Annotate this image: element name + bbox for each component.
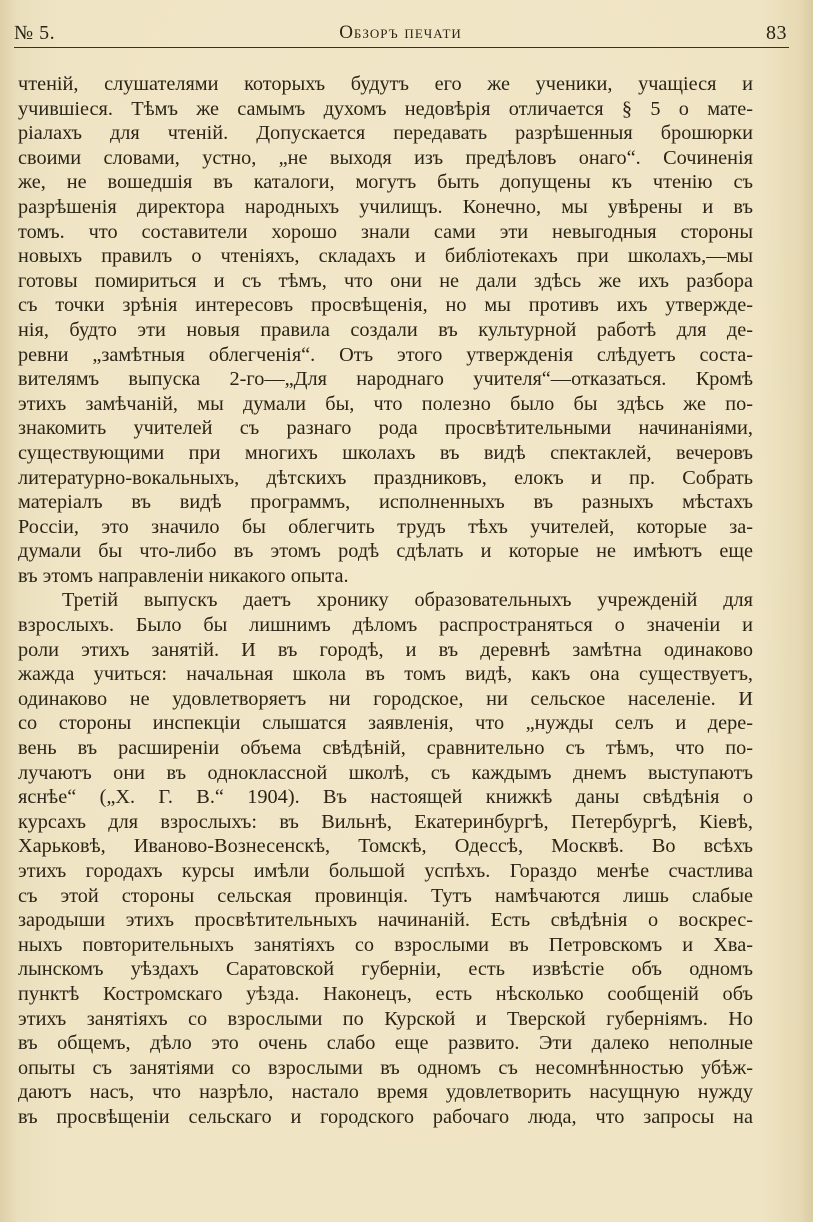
text-line: разрѣшенія директора народныхъ училищъ. Конечно, мы увѣрены и въ [18,195,753,218]
text-line: одинаково не удовлетворяетъ ни городское, ни сельское населеніе. И [18,687,753,710]
header-rule [14,47,789,48]
text-line: этихъ замѣчаній, мы думали бы, что полезно было бы здѣсь же по- [18,392,753,415]
text-line: взрослыхъ. Было бы лишнимъ дѣломъ распространяться о значеніи и [18,614,753,637]
text-line: ріалахъ для чтеній. Допускается передавать разрѣшенныя брошюрки [18,122,753,145]
page-header [14,18,787,48]
text-line: роли этихъ занятій. И въ городѣ, и въ деревнѣ замѣтна одинаково [18,638,753,661]
text-line: пунктѣ Костромскаго уѣзда. Наконецъ, есть нѣсколько сообщеній объ [18,982,753,1005]
text-line: новыхъ правилъ о чтеніяхъ, складахъ и библіотекахъ при школахъ,—мы [18,245,753,268]
text-line: знакомить учителей съ разнаго рода просвѣтительными начинаніями, [18,417,753,440]
text-line: нія, будто эти новыя правила создали въ культурной работѣ для де- [18,318,753,341]
text-line: матеріалъ въ видѣ программъ, исполненныхъ въ разныхъ мѣстахъ [18,491,753,514]
text-line: чтеній, слушателями которыхъ будутъ его же ученики, учащіеся и [18,73,753,95]
text-line: этихъ занятіяхъ со взрослыми по Курской и Тверской губерніямъ. Но [18,1007,753,1030]
text-line: ревни „замѣтныя облегченія“. Отъ этого утвержденія слѣдуетъ соста- [18,343,753,366]
text-line: въ просвѣщеніи сельскаго и городского рабочаго люда, что запросы на [18,1105,753,1128]
text-line: лынскомъ уѣздахъ Саратовской губерніи, есть извѣстіе объ одномъ [18,958,753,981]
paragraph-end-line: въ этомъ направленіи никакого опыта. [18,564,349,587]
text-line: съ этой стороны сельская провинція. Тутъ намѣчаются лишь слабые [18,884,753,907]
text-line: Харьковѣ, Иваново-Вознесенскѣ, Томскѣ, Одессѣ, Москвѣ. Во всѣхъ [18,835,753,858]
text-line: со стороны инспекціи слышатся заявленія, что „нужды селъ и дере- [18,712,753,735]
text-line: думали бы что-либо въ этомъ родѣ сдѣлать и которые не имѣютъ еще [18,540,753,563]
text-line: готовы помириться и съ тѣмъ, что они не дали здѣсь же ихъ разбора [18,269,753,292]
text-line: лучаютъ они въ одноклассной школѣ, съ каждымъ днемъ выступаютъ [18,761,753,784]
text-line: жажда учиться: начальная школа въ томъ видѣ, какъ она существуетъ, [18,663,753,686]
text-line: вителямъ выпуска 2-го—„Для народнаго учителя“—отказаться. Кромѣ [18,368,753,391]
text-line: существующими при многихъ школахъ въ видѣ спектаклей, вечеровъ [18,441,753,464]
text-line: Россіи, это значило бы облегчить трудъ тѣхъ учителей, которые за- [18,515,753,538]
text-line: томъ. что составители хорошо знали сами эти невыгодныя стороны [18,220,753,243]
text-line: съ точки зрѣнія интересовъ просвѣщенія, но мы противъ ихъ утвержде- [18,294,753,317]
text-line: въ общемъ, дѣло это очень слабо еще развито. Эти далеко неполные [18,1032,753,1055]
text-line: этихъ городахъ курсы имѣли большой успѣхъ. Гораздо менѣе счастлива [18,860,753,882]
text-line: учившіеся. Тѣмъ же самымъ духомъ недовѣрія отличается § 5 о мате- [18,97,753,120]
text-line: опыты съ занятіями со взрослыми въ одномъ съ несомнѣнностью убѣж- [18,1056,753,1079]
text-line: яснѣе“ („Х. Г. В.“ 1904). Въ настоящей книжкѣ даны свѣдѣнія о [18,786,753,809]
running-title: Обзоръ печати [339,22,462,43]
paragraph-start-line: Третій выпускъ даетъ хронику образовательныхъ учрежденій для [62,589,753,612]
text-line: курсахъ для взрослыхъ: въ Вильнѣ, Екатеринбургѣ, Петербургѣ, Кіевѣ, [18,810,753,833]
text-line: вень въ расширеніи объема свѣдѣній, сравнительно съ тѣмъ, что по- [18,737,753,760]
text-line: же, не вошедшія въ каталоги, могутъ быть допущены къ чтенію съ [18,171,753,194]
text-line: своими словами, устно, „не выходя изъ предѣловъ онаго“. Сочиненія [18,146,753,169]
text-line: литературно-вокальныхъ, дѣтскихъ праздниковъ, елокъ и пр. Собрать [18,466,753,489]
article-body [18,72,753,1130]
issue-number: № 5. [14,22,56,44]
text-line: ныхъ повторительныхъ занятіяхъ со взрослыми въ Петровскомъ и Хва- [18,933,753,956]
text-line: зародыши этихъ просвѣтительныхъ начинаній. Есть свѣдѣнія о воскрес- [18,909,753,932]
text-line: даютъ насъ, что назрѣло, настало время удовлетворить насущную нужду [18,1081,753,1104]
page-number: 83 [766,22,787,44]
